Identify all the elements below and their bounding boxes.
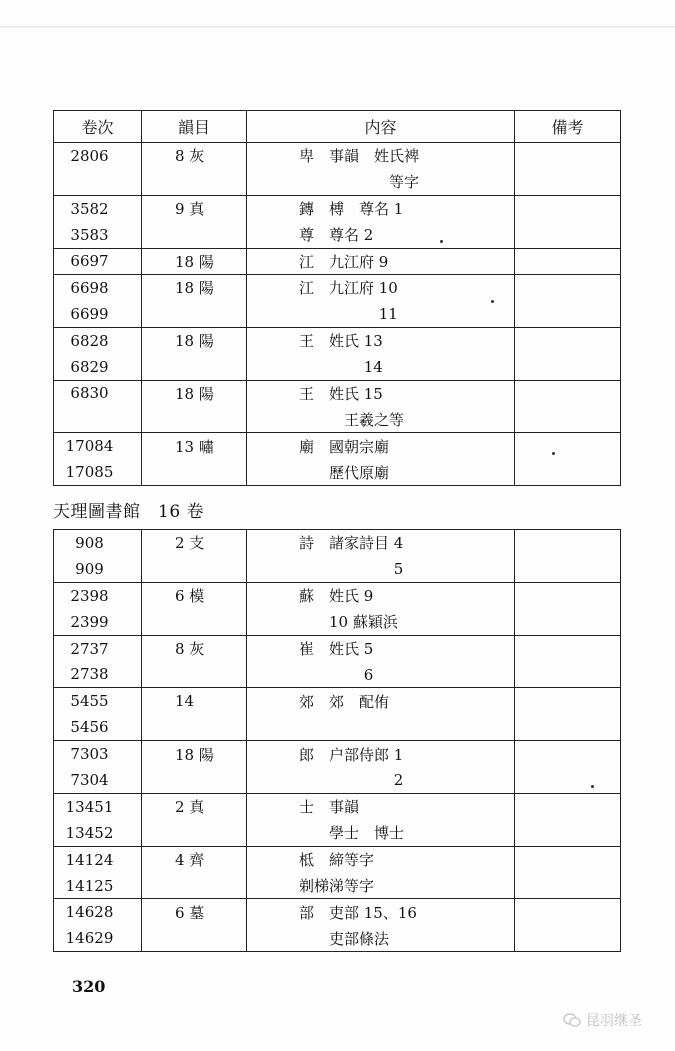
header-rhyme: 韻目 xyxy=(142,111,247,143)
cell-content: 等字 xyxy=(247,169,515,195)
cell-content: 10 蘇穎浜 xyxy=(247,609,515,635)
header-content: 内容 xyxy=(247,111,515,143)
table-header-row xyxy=(54,111,621,143)
table-row xyxy=(54,873,621,899)
cell-volume: 14125 xyxy=(54,873,142,899)
cell-volume xyxy=(54,406,142,432)
cell-remarks xyxy=(515,925,621,951)
cell-volume: 3582 xyxy=(54,195,142,221)
table-row xyxy=(54,274,621,300)
cell-volume: 2738 xyxy=(54,661,142,687)
cell-remarks xyxy=(515,195,621,221)
watermark-text: 昆羽继圣 xyxy=(586,1013,642,1029)
cell-remarks xyxy=(515,406,621,432)
cell-volume: 7304 xyxy=(54,767,142,793)
cell-content: 尊 尊名 2 xyxy=(247,222,515,248)
cell-content: 吏部條法 xyxy=(247,925,515,951)
cell-volume: 13451 xyxy=(54,793,142,819)
cell-volume: 6699 xyxy=(54,301,142,327)
cell-volume: 14629 xyxy=(54,925,142,951)
header-remarks: 備考 xyxy=(515,111,621,143)
table-row xyxy=(54,925,621,951)
cell-volume: 908 xyxy=(54,530,142,556)
cell-rhyme: 18 陽 xyxy=(142,327,247,353)
cell-volume: 2806 xyxy=(54,143,142,169)
table-row xyxy=(54,767,621,793)
cell-content: 江 九江府 10 xyxy=(247,274,515,300)
cell-remarks xyxy=(515,741,621,767)
cell-content: 6 xyxy=(247,661,515,687)
cell-rhyme: 4 齊 xyxy=(142,846,247,872)
cell-content: 王 姓氏 15 xyxy=(247,380,515,406)
cell-rhyme: 18 陽 xyxy=(142,248,247,274)
cell-rhyme xyxy=(142,661,247,687)
cell-rhyme xyxy=(142,556,247,582)
table-row xyxy=(54,222,621,248)
cell-content: 學士 博士 xyxy=(247,820,515,846)
table-row xyxy=(54,556,621,582)
cell-volume: 6698 xyxy=(54,274,142,300)
cell-volume: 6830 xyxy=(54,380,142,406)
cell-volume: 5456 xyxy=(54,714,142,740)
cell-rhyme xyxy=(142,354,247,380)
table-row xyxy=(54,899,621,925)
cell-content: 王 姓氏 13 xyxy=(247,327,515,353)
table-body xyxy=(54,143,621,486)
cell-rhyme: 18 陽 xyxy=(142,741,247,767)
cell-rhyme xyxy=(142,767,247,793)
table-row xyxy=(54,741,621,767)
table-row xyxy=(54,380,621,406)
cell-remarks xyxy=(515,714,621,740)
cell-volume: 14628 xyxy=(54,899,142,925)
table-row xyxy=(54,143,621,169)
table-row xyxy=(54,582,621,608)
cell-volume xyxy=(54,169,142,195)
table-row xyxy=(54,635,621,661)
table-row xyxy=(54,820,621,846)
cell-rhyme xyxy=(142,169,247,195)
cell-remarks xyxy=(515,556,621,582)
cell-volume: 13452 xyxy=(54,820,142,846)
cell-remarks xyxy=(515,873,621,899)
table-row xyxy=(54,301,621,327)
cell-remarks xyxy=(515,459,621,485)
cell-rhyme: 2 真 xyxy=(142,793,247,819)
cell-remarks xyxy=(515,846,621,872)
watermark xyxy=(563,1010,642,1030)
cell-volume: 6697 xyxy=(54,248,142,274)
cell-rhyme: 2 支 xyxy=(142,530,247,556)
cell-content: 卑 事韻 姓氏裨 xyxy=(247,143,515,169)
table-row xyxy=(54,354,621,380)
cell-volume: 17084 xyxy=(54,433,142,459)
cell-rhyme xyxy=(142,714,247,740)
cell-remarks xyxy=(515,327,621,353)
table-row xyxy=(54,195,621,221)
cell-content: 剃梯涕等字 xyxy=(247,873,515,899)
table-row xyxy=(54,661,621,687)
cell-content: 部 吏部 15、16 xyxy=(247,899,515,925)
cell-volume: 17085 xyxy=(54,459,142,485)
cell-volume: 14124 xyxy=(54,846,142,872)
cell-remarks xyxy=(515,433,621,459)
page-number: 320 xyxy=(72,977,106,996)
cell-content: 詩 諸家詩目 4 xyxy=(247,530,515,556)
cell-remarks xyxy=(515,661,621,687)
cell-remarks xyxy=(515,143,621,169)
cell-remarks xyxy=(515,222,621,248)
cell-rhyme xyxy=(142,222,247,248)
cell-content: 柢 締等字 xyxy=(247,846,515,872)
cell-content: 蘇 姓氏 9 xyxy=(247,582,515,608)
table-row xyxy=(54,406,621,432)
table-row xyxy=(54,846,621,872)
section-title: 天理圖書館 16 卷 xyxy=(53,502,205,522)
cell-rhyme: 8 灰 xyxy=(142,143,247,169)
table-row xyxy=(54,459,621,485)
cell-volume: 7303 xyxy=(54,741,142,767)
cell-remarks xyxy=(515,380,621,406)
cell-content: 歷代原廟 xyxy=(247,459,515,485)
table-tenri-section-top xyxy=(53,110,621,486)
cell-rhyme xyxy=(142,459,247,485)
cell-content xyxy=(247,714,515,740)
cell-content: 5 xyxy=(247,556,515,582)
chat-bubble-icon xyxy=(563,1013,581,1027)
cell-remarks xyxy=(515,820,621,846)
cell-content: 14 xyxy=(247,354,515,380)
cell-content: 郎 户部侍郎 1 xyxy=(247,741,515,767)
speck xyxy=(491,300,494,303)
cell-content: 鏄 榑 尊名 1 xyxy=(247,195,515,221)
cell-volume: 2399 xyxy=(54,609,142,635)
cell-rhyme xyxy=(142,873,247,899)
cell-rhyme xyxy=(142,925,247,951)
cell-rhyme xyxy=(142,820,247,846)
scan-edge-line xyxy=(0,26,675,28)
cell-content: 2 xyxy=(247,767,515,793)
cell-remarks xyxy=(515,635,621,661)
table-row xyxy=(54,248,621,274)
cell-remarks xyxy=(515,169,621,195)
table-row xyxy=(54,530,621,556)
cell-rhyme: 18 陽 xyxy=(142,380,247,406)
cell-rhyme: 6 模 xyxy=(142,582,247,608)
table-row xyxy=(54,688,621,714)
cell-content: 郊 郊 配侑 xyxy=(247,688,515,714)
cell-content: 廟 國朝宗廟 xyxy=(247,433,515,459)
cell-remarks xyxy=(515,354,621,380)
cell-remarks xyxy=(515,899,621,925)
cell-volume: 5455 xyxy=(54,688,142,714)
cell-volume: 2737 xyxy=(54,635,142,661)
header-volume: 卷次 xyxy=(54,111,142,143)
cell-content: 11 xyxy=(247,301,515,327)
speck xyxy=(591,785,594,788)
cell-volume: 6829 xyxy=(54,354,142,380)
table-row xyxy=(54,327,621,353)
speck xyxy=(440,240,443,243)
speck xyxy=(552,452,555,455)
table-tenri-16-volumes xyxy=(53,529,621,952)
cell-remarks xyxy=(515,767,621,793)
table-row xyxy=(54,714,621,740)
cell-remarks xyxy=(515,530,621,556)
cell-rhyme: 8 灰 xyxy=(142,635,247,661)
cell-rhyme xyxy=(142,609,247,635)
cell-content: 江 九江府 9 xyxy=(247,248,515,274)
cell-remarks xyxy=(515,301,621,327)
cell-rhyme: 9 真 xyxy=(142,195,247,221)
cell-rhyme: 18 陽 xyxy=(142,274,247,300)
cell-volume: 909 xyxy=(54,556,142,582)
cell-rhyme xyxy=(142,406,247,432)
cell-content: 王羲之等 xyxy=(247,406,515,432)
cell-rhyme: 13 嘯 xyxy=(142,433,247,459)
table-row xyxy=(54,609,621,635)
cell-rhyme xyxy=(142,301,247,327)
cell-content: 崔 姓氏 5 xyxy=(247,635,515,661)
cell-remarks xyxy=(515,609,621,635)
cell-volume: 2398 xyxy=(54,582,142,608)
table-body xyxy=(54,530,621,952)
cell-remarks xyxy=(515,793,621,819)
table-row xyxy=(54,793,621,819)
cell-remarks xyxy=(515,248,621,274)
cell-remarks xyxy=(515,582,621,608)
cell-remarks xyxy=(515,688,621,714)
cell-rhyme: 14 xyxy=(142,688,247,714)
table-row xyxy=(54,169,621,195)
cell-volume: 6828 xyxy=(54,327,142,353)
cell-content: 士 事韻 xyxy=(247,793,515,819)
cell-volume: 3583 xyxy=(54,222,142,248)
cell-rhyme: 6 墓 xyxy=(142,899,247,925)
cell-remarks xyxy=(515,274,621,300)
table-row xyxy=(54,433,621,459)
